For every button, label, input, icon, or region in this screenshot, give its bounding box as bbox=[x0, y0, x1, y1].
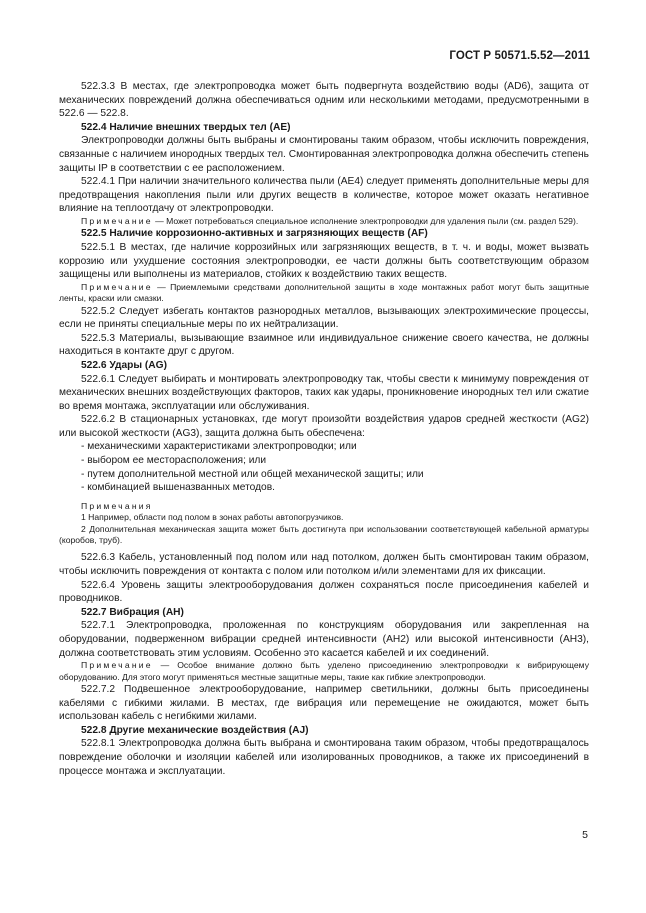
heading-522-7: 522.7 Вибрация (AH) bbox=[81, 606, 184, 618]
note-text: — Может потребоваться специальное исполнение электропроводки для удаления пыли (см. раздел 529). bbox=[152, 215, 579, 226]
standard-header: ГОСТ Р 50571.5.52—2011 bbox=[449, 50, 590, 62]
note-label: Примечание bbox=[81, 660, 153, 671]
note-label: Примечание bbox=[81, 215, 153, 226]
note-522-7-1 bbox=[59, 660, 589, 683]
document-body bbox=[59, 80, 589, 778]
note-text: — Приемлемыми средствами дополнительной защиты в ходе монтажных работ могут быть защитные ленты, краски или смазки. bbox=[59, 281, 589, 304]
paragraph-522-6-2: 522.6.2 В стационарных установках, где могут произойти воздействия ударов средней жесткости (AG2) или высокой жесткости (AG3), защита должна быть обеспечена: bbox=[59, 414, 589, 439]
list-item: - механическими характеристиками электропроводки; или bbox=[81, 441, 357, 453]
paragraph-522-5-1: 522.5.1 В местах, где наличие коррозийных или загрязняющих веществ, в т. ч. и воды, может вызвать коррозию или ухудшение состояния электропроводки, ее части должны быть соответствующим образом защищены или выполнены из материалов, стойких к воздействию таких веществ. bbox=[59, 241, 589, 281]
paragraph-522-5-3: 522.5.3 Материалы, вызывающие взаимное или индивидуальное снижение своего качества, не должны находиться в контакте друг с другом. bbox=[59, 332, 589, 358]
paragraph-522-8-1: 522.8.1 Электропроводка должна быть выбрана и смонтирована таким образом, чтобы предотвращалось повреждение оболочки и изоляции кабелей или изолированных проводников, а также их присоединений в процессе монтажа и эксплуатации. bbox=[59, 738, 589, 777]
note-522-4-1 bbox=[59, 216, 589, 227]
paragraph-522-7-1: 522.7.1 Электропроводка, проложенная по конструкциям оборудования или закрепленная на оборудовании, подверженном вибрации средней интенсивности (AH2) или высокой интенсивности (AH3), должна соответствовать этим условиям. Особенно это касается кабелей и их соединений. bbox=[59, 620, 589, 659]
note-item: 2 Дополнительная механическая защита может быть достигнута при использовании соответствующей кабельной арматуры (коробов, труб). bbox=[59, 523, 589, 546]
notes-label: Примечания bbox=[81, 500, 153, 511]
paragraph-522-3-3: 522.3.3 В местах, где электропроводка может быть подвергнута воздействию воды (AD6), защита от механических повреждений должна обеспечиваться одним или несколькими методами, предусмотренными в 522.6 — 522.8. bbox=[59, 81, 589, 120]
heading-522-4: 522.4 Наличие внешних твердых тел (AE) bbox=[81, 121, 291, 133]
list-item: - выбором ее месторасположения; или bbox=[81, 455, 267, 467]
paragraph-522-7-2: 522.7.2 Подвешенное электрооборудование, например светильники, должны быть присоединены кабелями с гибкими жилами. В местах, где вибрация или перемещение не ожидаются, может быть использован кабель с негибкими жилами. bbox=[59, 684, 589, 723]
notes-522-6-2 bbox=[59, 501, 589, 547]
heading-522-5: 522.5 Наличие коррозионно-активных и загрязняющих веществ (AF) bbox=[81, 228, 428, 240]
note-522-5-1 bbox=[59, 282, 589, 305]
paragraph-522-6-3: 522.6.3 Кабель, установленный под полом или над потолком, должен быть смонтирован таким образом, чтобы исключить повреждения от контакта с полом или потолком и/или элементами для их фиксации. bbox=[59, 552, 589, 578]
note-item: 1 Например, области под полом в зонах работы автопогрузчиков. bbox=[81, 512, 344, 523]
paragraph-522-4: Электропроводки должны быть выбраны и смонтированы таким образом, чтобы исключить повреждения, связанные с наличием инородных твердых тел. Смонтированная электропроводка должна обеспечить степень защиты IP в соответствии с ее расположением. bbox=[59, 135, 589, 174]
heading-522-8: 522.8 Другие механические воздействия (AJ) bbox=[81, 724, 309, 736]
heading-522-6: 522.6 Удары (AG) bbox=[81, 359, 167, 371]
list-item: - путем дополнительной местной или общей механической защиты; или bbox=[81, 468, 424, 480]
paragraph-522-6-4: 522.6.4 Уровень защиты электрооборудования должен сохраняться после присоединения кабелей и проводников. bbox=[59, 579, 589, 605]
note-label: Примечание bbox=[81, 281, 153, 292]
paragraph-522-4-1: 522.4.1 При наличии значительного количества пыли (AE4) следует применять дополнительные меры для предотвращения накопления пыли или других веществ в количестве, которое может оказать негативное влияние на теплоотдачу от электропроводки. bbox=[59, 176, 589, 215]
list-item: - комбинацией вышеназванных методов. bbox=[81, 482, 275, 494]
page-number: 5 bbox=[582, 829, 588, 841]
paragraph-522-5-2: 522.5.2 Следует избегать контактов разнородных металлов, вызывающих электрохимические процессы, если не приняты специальные меры по их нейтрализации. bbox=[59, 305, 589, 331]
note-text: — Особое внимание должно быть уделено присоединению электропроводки к вибрирующему оборудованию. Для этого могут применяться местные защитные меры, такие как гибкие электропроводки. bbox=[59, 660, 589, 682]
paragraph-522-6-1: 522.6.1 Следует выбирать и монтировать электропроводку так, чтобы свести к минимуму повреждения от механических внешних воздействующих факторов, таких как удары, проникновение инородных тел или сжатие во время монтажа, эксплуатации или обслуживания. bbox=[59, 373, 589, 412]
